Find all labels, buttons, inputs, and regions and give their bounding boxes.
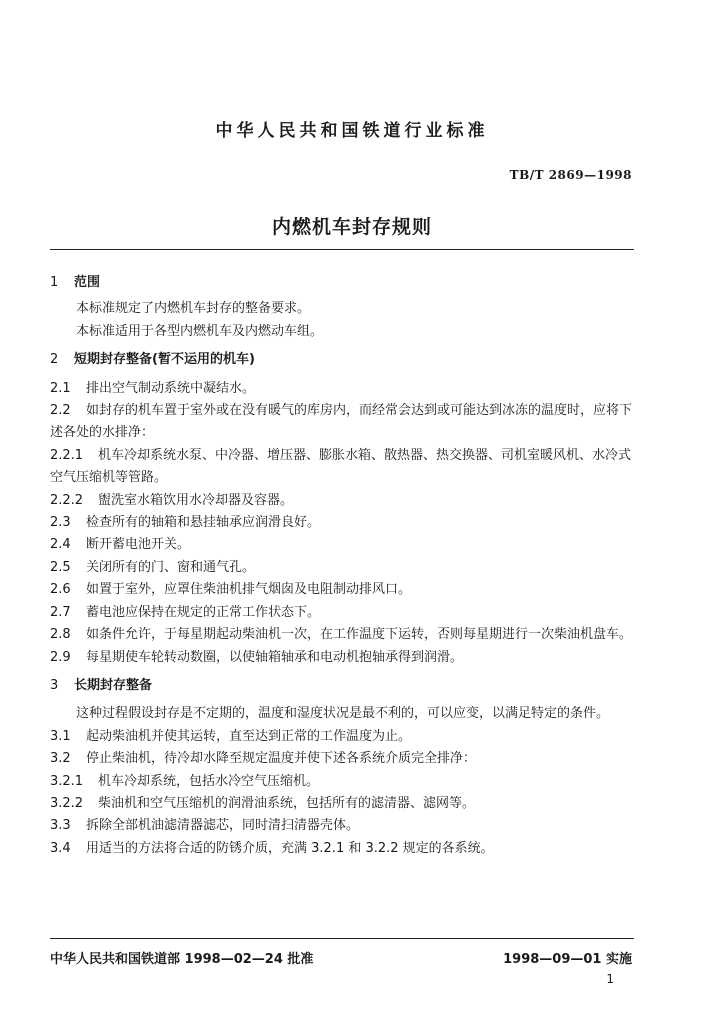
clause-number: 3.4 xyxy=(50,840,71,856)
clause xyxy=(50,815,634,837)
section-heading xyxy=(50,272,634,294)
clause-number: 2.1 xyxy=(50,380,71,396)
clause xyxy=(50,534,634,556)
clause-text: 用适当的方法将合适的防锈介质，充满 3.2.1 和 3.2.2 规定的各系统。 xyxy=(86,840,494,856)
clause-number: 3.2.2 xyxy=(50,795,84,811)
paragraph: 本标准规定了内燃机车封存的整备要求。 xyxy=(76,301,311,317)
clause-number: 2.2.1 xyxy=(50,447,84,463)
clause xyxy=(50,838,634,860)
section-title: 范围 xyxy=(74,275,101,290)
clause-text: 检查所有的轴箱和悬挂轴承应润滑良好。 xyxy=(86,515,321,531)
clause-number: 3.1 xyxy=(50,728,71,744)
clause xyxy=(50,378,634,400)
clause-text: 每星期使车轮转动数圈，以使轴箱轴承和电动机抱轴承得到润滑。 xyxy=(86,649,464,665)
clause-number: 2.3 xyxy=(50,515,71,531)
clause-text: 拆除全部机油滤清器滤芯，同时清扫清器壳体。 xyxy=(86,818,360,834)
clause xyxy=(50,748,634,770)
clause-number: 2.8 xyxy=(50,627,71,643)
clause-text: 如置于室外，应罩住柴油机排气烟囱及电阻制动排风口。 xyxy=(86,582,412,598)
clause xyxy=(50,490,634,512)
clause-number: 2.2 xyxy=(50,403,71,419)
clause-text: 柴油机和空气压缩机的润滑油系统，包括所有的滤清器、滤网等。 xyxy=(98,795,476,811)
clause-text: 排出空气制动系统中凝结水。 xyxy=(86,380,256,396)
section-title: 短期封存整备(暂不运用的机车) xyxy=(74,352,255,368)
clause-text: 关闭所有的门、窗和通气孔。 xyxy=(86,559,256,575)
effective-date-line: 1998—09—01 实施 xyxy=(503,952,632,967)
clause-text: 机车冷却系统，包括水冷空气压缩机。 xyxy=(98,773,320,789)
clause xyxy=(50,400,634,445)
clause-number: 2.2.2 xyxy=(50,492,84,508)
clause-number: 2.7 xyxy=(50,604,71,620)
clause xyxy=(50,557,634,579)
clause-text: 机车冷却系统水泵、中冷器、增压器、膨胀水箱、散热器、热交换器、司机室暖风机、水冷式空气压缩机等管路。 xyxy=(50,447,632,486)
clause-text: 停止柴油机，待冷却水降至规定温度并使下述各系统介质完全排净： xyxy=(86,751,477,767)
section-number: 3 xyxy=(50,677,59,693)
section-number: 2 xyxy=(50,352,59,368)
clause xyxy=(50,512,634,534)
page-number: 1 xyxy=(606,972,614,986)
clause xyxy=(50,726,634,748)
section-title: 长期封存整备 xyxy=(74,677,153,693)
clause xyxy=(50,624,634,646)
paragraph: 本标准适用于各型内燃机车及内燃动车组。 xyxy=(76,323,324,339)
clause-number: 2.4 xyxy=(50,537,71,553)
clause-number: 3.2 xyxy=(50,751,71,767)
clause-text: 盥洗室水箱饮用水冷却器及容器。 xyxy=(98,492,294,508)
clause-text: 蓄电池应保持在规定的正常工作状态下。 xyxy=(86,604,321,620)
approval-line: 中华人民共和国铁道部 1998—02—24 批准 xyxy=(50,952,314,967)
clause-number: 2.6 xyxy=(50,582,71,598)
standard-number: TB/T 2869—1998 xyxy=(509,168,632,182)
clause xyxy=(50,445,634,490)
section-number: 1 xyxy=(50,275,59,290)
section-heading xyxy=(50,675,634,697)
clause-number: 2.5 xyxy=(50,559,71,575)
clause xyxy=(50,793,634,815)
section-heading xyxy=(50,349,634,371)
clause-number: 2.9 xyxy=(50,649,71,665)
bottom-divider xyxy=(50,938,634,939)
clause-text: 断开蓄电池开关。 xyxy=(86,537,191,553)
clause-number: 3.2.1 xyxy=(50,773,84,789)
clause xyxy=(50,579,634,601)
issuing-body-title: 中华人民共和国铁道行业标准 xyxy=(215,121,489,141)
paragraph: 这种过程假设封存是不定期的，温度和湿度状况是最不利的，可以应变，以满足特定的条件。 xyxy=(76,706,610,722)
clause xyxy=(50,602,634,624)
clause-number: 3.3 xyxy=(50,818,71,834)
document-title: 内燃机车封存规则 xyxy=(271,216,432,238)
clause xyxy=(50,771,634,793)
top-divider xyxy=(50,249,634,250)
clause-text: 如条件允许，于每星期起动柴油机一次，在工作温度下运转，否则每星期进行一次柴油机盘车。 xyxy=(86,627,633,643)
clause xyxy=(50,647,634,669)
document-body xyxy=(50,272,634,860)
clause-text: 起动柴油机并使其运转，直至达到正常的工作温度为止。 xyxy=(86,728,412,744)
clause-text: 如封存的机车置于室外或在没有暖气的库房内，而经常会达到或可能达到冰冻的温度时，应将下述各处的水排净： xyxy=(50,403,633,441)
